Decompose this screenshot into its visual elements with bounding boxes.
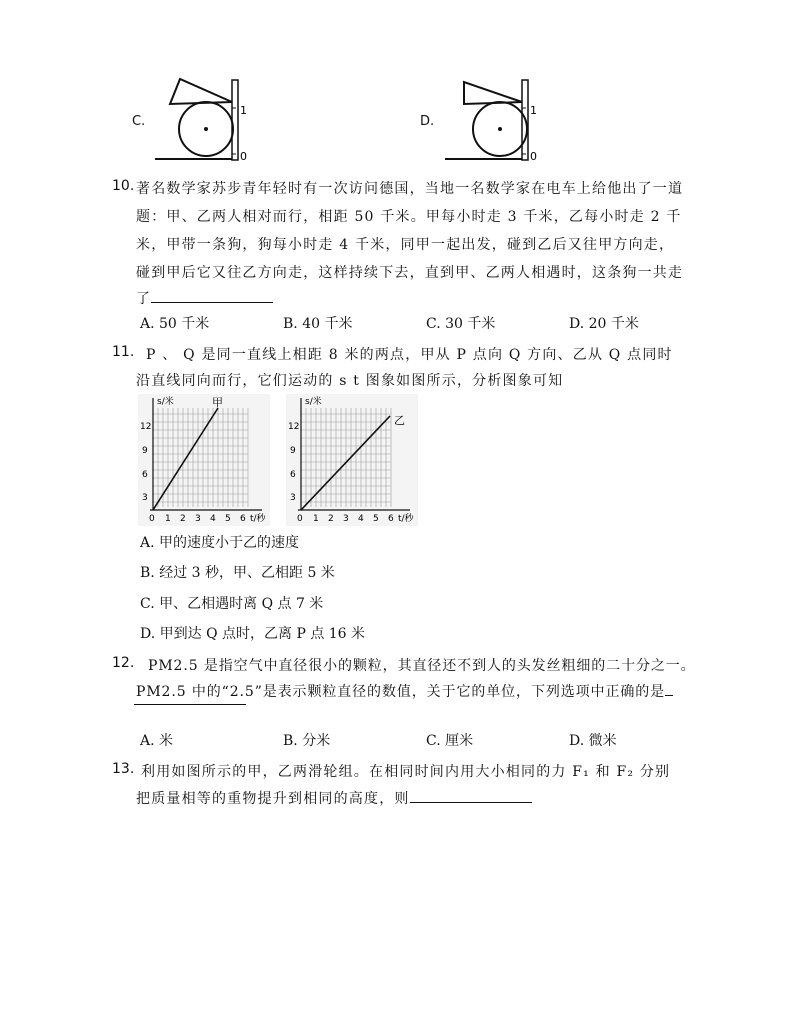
q11-option-b: B. 经过 3 秒，甲、乙相距 5 米: [140, 565, 335, 581]
q11-option-a: A. 甲的速度小于乙的速度: [140, 535, 300, 551]
jia-xtick-1: 1: [165, 514, 171, 524]
yi-xtick-4: 4: [358, 514, 364, 524]
jia-ylabel: s/米: [157, 397, 174, 407]
graph-yi: [286, 394, 418, 526]
q13-line-2-text: 把质量相等的重物提升到相同的高度，则: [136, 791, 410, 807]
q10-answer-blank[interactable]: [151, 288, 273, 303]
q10-line-2: 题：甲、乙两人相对而行，相距 50 千米。甲每小时走 3 千米，乙每小时走 2 千: [136, 209, 682, 225]
tick-1-c: 1: [240, 104, 247, 117]
q12-line-2: [136, 681, 673, 701]
yi-name: 乙: [394, 414, 405, 427]
q11-option-c: C. 甲、乙相遇时离 Q 点 7 米: [140, 596, 324, 612]
q10-option-d: D. 20 千米: [569, 316, 639, 332]
yi-ytick-3: 3: [290, 493, 296, 503]
jia-ytick-3: 3: [142, 493, 148, 503]
q12-answer-blank[interactable]: [134, 704, 246, 705]
q12-option-c: C. 厘米: [426, 733, 474, 749]
yi-ylabel: s/米: [305, 397, 322, 407]
yi-xtick-2: 2: [328, 514, 334, 524]
yi-ytick-6: 6: [290, 470, 296, 480]
option-c-label: C.: [132, 114, 146, 129]
q10-option-c: C. 30 千米: [426, 316, 496, 332]
figure-c: [150, 74, 255, 166]
q10-line-4: 碰到甲后它又往乙方向走，这样持续下去，直到甲、乙两人相遇时，这条狗一共走: [136, 265, 684, 281]
q11-line-1: P 、 Q 是同一直线上相距 8 米的两点，甲从 P 点向 Q 方向、乙从 Q 点同时: [146, 347, 673, 363]
q11-option-d: D. 甲到达 Q 点时，乙离 P 点 16 米: [140, 626, 366, 642]
yi-ytick-9: 9: [290, 446, 296, 456]
q12-option-a: A. 米: [140, 733, 174, 749]
tick-0-c: 0: [240, 150, 247, 163]
jia-ytick-12: 12: [140, 422, 152, 432]
q10-option-b: B. 40 千米: [283, 316, 353, 332]
q12-option-b: B. 分米: [283, 733, 331, 749]
q12-line-2-text: PM2.5 中的“2.5”是表示颗粒直径的数值，关于它的单位，下列选项中正确的是: [136, 684, 666, 700]
q13-number: 13.: [112, 761, 135, 777]
tick-1-d: 1: [530, 104, 537, 117]
q11-line-2: 沿直线同向而行，它们运动的 s t 图象如图所示，分析图象可知: [136, 373, 564, 389]
yi-xtick-5: 5: [373, 514, 379, 524]
jia-name: 甲: [212, 396, 223, 409]
yi-xtick-3: 3: [343, 514, 349, 524]
q10-option-a: A. 50 千米: [140, 316, 210, 332]
jia-xtick-5: 5: [225, 514, 231, 524]
jia-xlabel: t/秒: [250, 514, 266, 524]
jia-xtick-3: 3: [195, 514, 201, 524]
q10-number: 10.: [112, 178, 135, 194]
yi-xtick-6: 6: [388, 514, 394, 524]
tick-0-d: 0: [530, 150, 537, 163]
q10-line-3: 米，甲带一条狗，狗每小时走 4 千米，同甲一起出发，碰到乙后又往甲方向走，: [136, 237, 675, 253]
q10-line-5: [136, 288, 273, 308]
q13-line-1: 利用如图所示的甲，乙两滑轮组。在相同时间内用大小相同的力 F₁ 和 F₂ 分别: [141, 764, 671, 780]
q12-line-1: PM2.5 是指空气中直径很小的颗粒，其直径还不到人的头发丝粗细的二十分之一。: [148, 658, 696, 674]
jia-ytick-6: 6: [142, 470, 148, 480]
jia-xtick-6: 6: [240, 514, 246, 524]
figure-d: [440, 74, 545, 166]
jia-ytick-9: 9: [142, 446, 148, 456]
option-d-label: D.: [420, 114, 435, 129]
yi-xtick-0: 0: [297, 514, 303, 524]
q10-line-1: 著名数学家苏步青年轻时有一次访问德国，当地一名数学家在电车上给他出了一道: [136, 181, 684, 197]
yi-xtick-1: 1: [313, 514, 319, 524]
q11-number: 11.: [112, 344, 135, 360]
q10-tail: 了: [136, 291, 152, 307]
q12-blank-start[interactable]: [665, 681, 673, 696]
graph-jia: [138, 394, 270, 526]
jia-xtick-0: 0: [149, 514, 155, 524]
yi-ytick-12: 12: [288, 422, 300, 432]
jia-xtick-2: 2: [180, 514, 186, 524]
q13-answer-blank[interactable]: [410, 788, 532, 803]
yi-xlabel: t/秒: [398, 514, 414, 524]
jia-xtick-4: 4: [210, 514, 216, 524]
q12-number: 12.: [112, 655, 135, 671]
q13-line-2: [136, 788, 532, 808]
q12-option-d: D. 微米: [569, 733, 617, 749]
